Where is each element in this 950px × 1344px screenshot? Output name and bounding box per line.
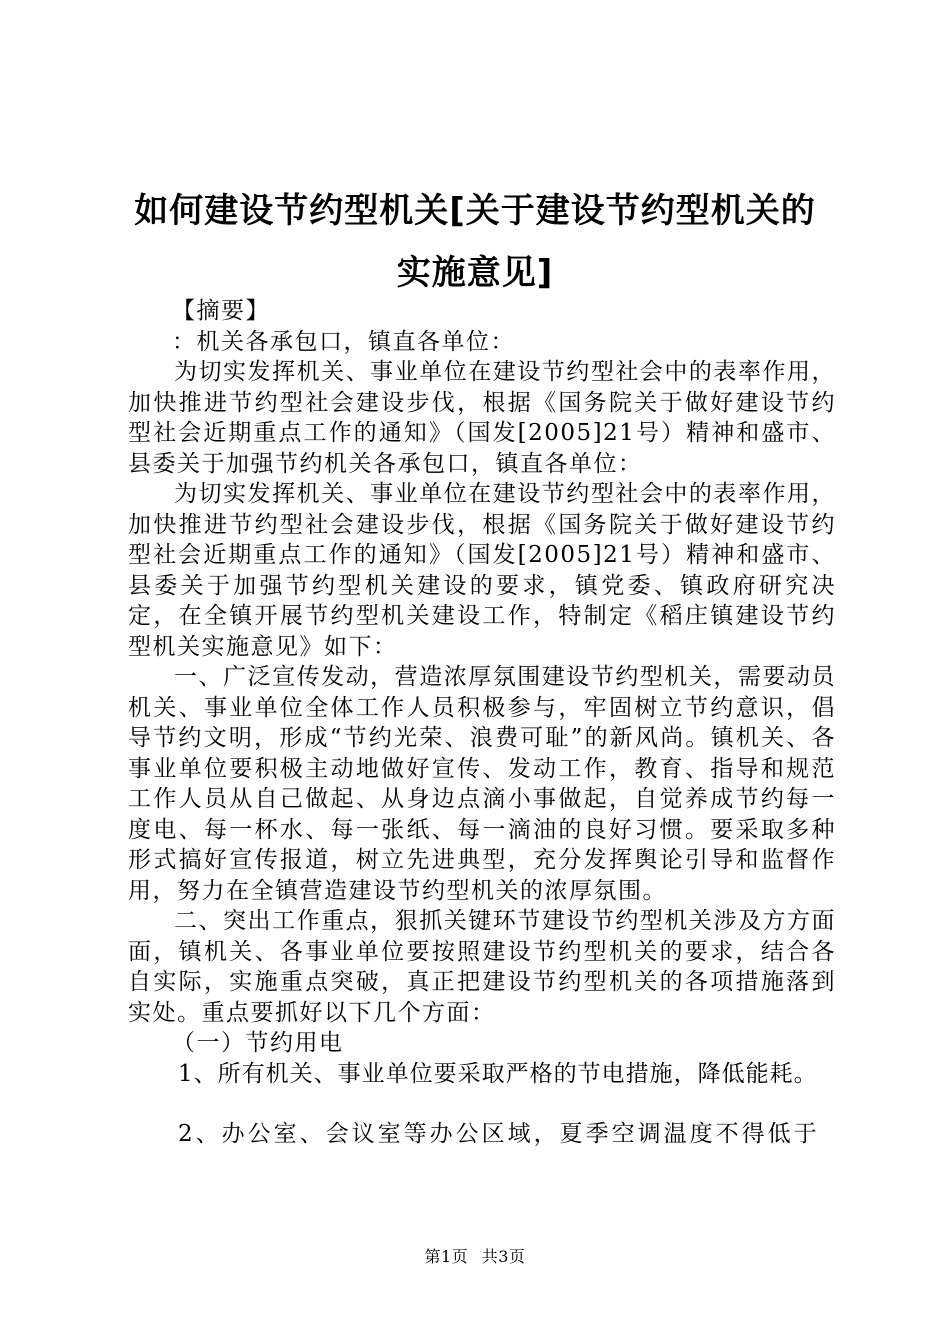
addressee-line: ：机关各承包口，镇直各单位：	[172, 328, 515, 355]
body-paragraph: 为切实发挥机关、事业单位在建设节约型社会中的表率作用，加快推进节约型社会建设步伐，根据《国务院关于做好建设节约型社会近期重点工作的通知》（国发[2005]21号）精神和盛市、县委关于加强节约机关各承包口，镇直各单位：	[128, 359, 836, 477]
document-body	[128, 296, 836, 1150]
body-paragraph: 为切实发挥机关、事业单位在建设节约型社会中的表率作用，加快推进节约型社会建设步伐，根据《国务院关于做好建设节约型社会近期重点工作的通知》（国发[2005]21号）精神和盛市、县委关于加强节约型机关建设的要求，镇党委、镇政府研究决定，在全镇开展节约型机关建设工作，特制定《稻庄镇建设节约型机关实施意见》如下：	[128, 481, 836, 660]
list-item: 1、所有机关、事业单位要采取严格的节电措施，降低能耗。	[178, 1060, 818, 1087]
page-number: 第1页	[424, 1247, 469, 1266]
abstract-label: 【摘要】	[172, 298, 270, 324]
page-footer	[0, 1244, 950, 1267]
page-total: 共3页	[481, 1247, 526, 1266]
section-two-paragraph: 二、突出工作重点，狠抓关键环节建设节约型机关涉及方方面面，镇机关、各事业单位要按照建设节约型机关的要求，结合各自实际，实施重点突破，真正把建设节约型机关的各项措施落到实处。重点要抓好以下几个方面：	[128, 908, 836, 1026]
list-item: 2、办公室、会议室等办公区域，夏季空调温度不得低于	[178, 1121, 820, 1147]
section-one-paragraph: 一、广泛宣传发动，营造浓厚氛围建设节约型机关，需要动员机关、事业单位全体工作人员积极参与，牢固树立节约意识，倡导节约文明，形成“节约光荣、浪费可耻”的新风尚。镇机关、各事业单位要积极主动地做好宣传、发动工作，教育、指导和规范工作人员从自己做起、从身边点滴小事做起，自觉养成节约每一度电、每一杯水、每一张纸、每一滴油的良好习惯。要采取多种形式搞好宣传报道，树立先进典型，充分发挥舆论引导和监督作用，努力在全镇营造建设节约型机关的浓厚氛围。	[128, 664, 836, 904]
subsection-heading: （一）节约用电	[172, 1030, 344, 1056]
document-title: 如何建设节约型机关[关于建设节约型机关的实施意见]	[134, 191, 816, 293]
